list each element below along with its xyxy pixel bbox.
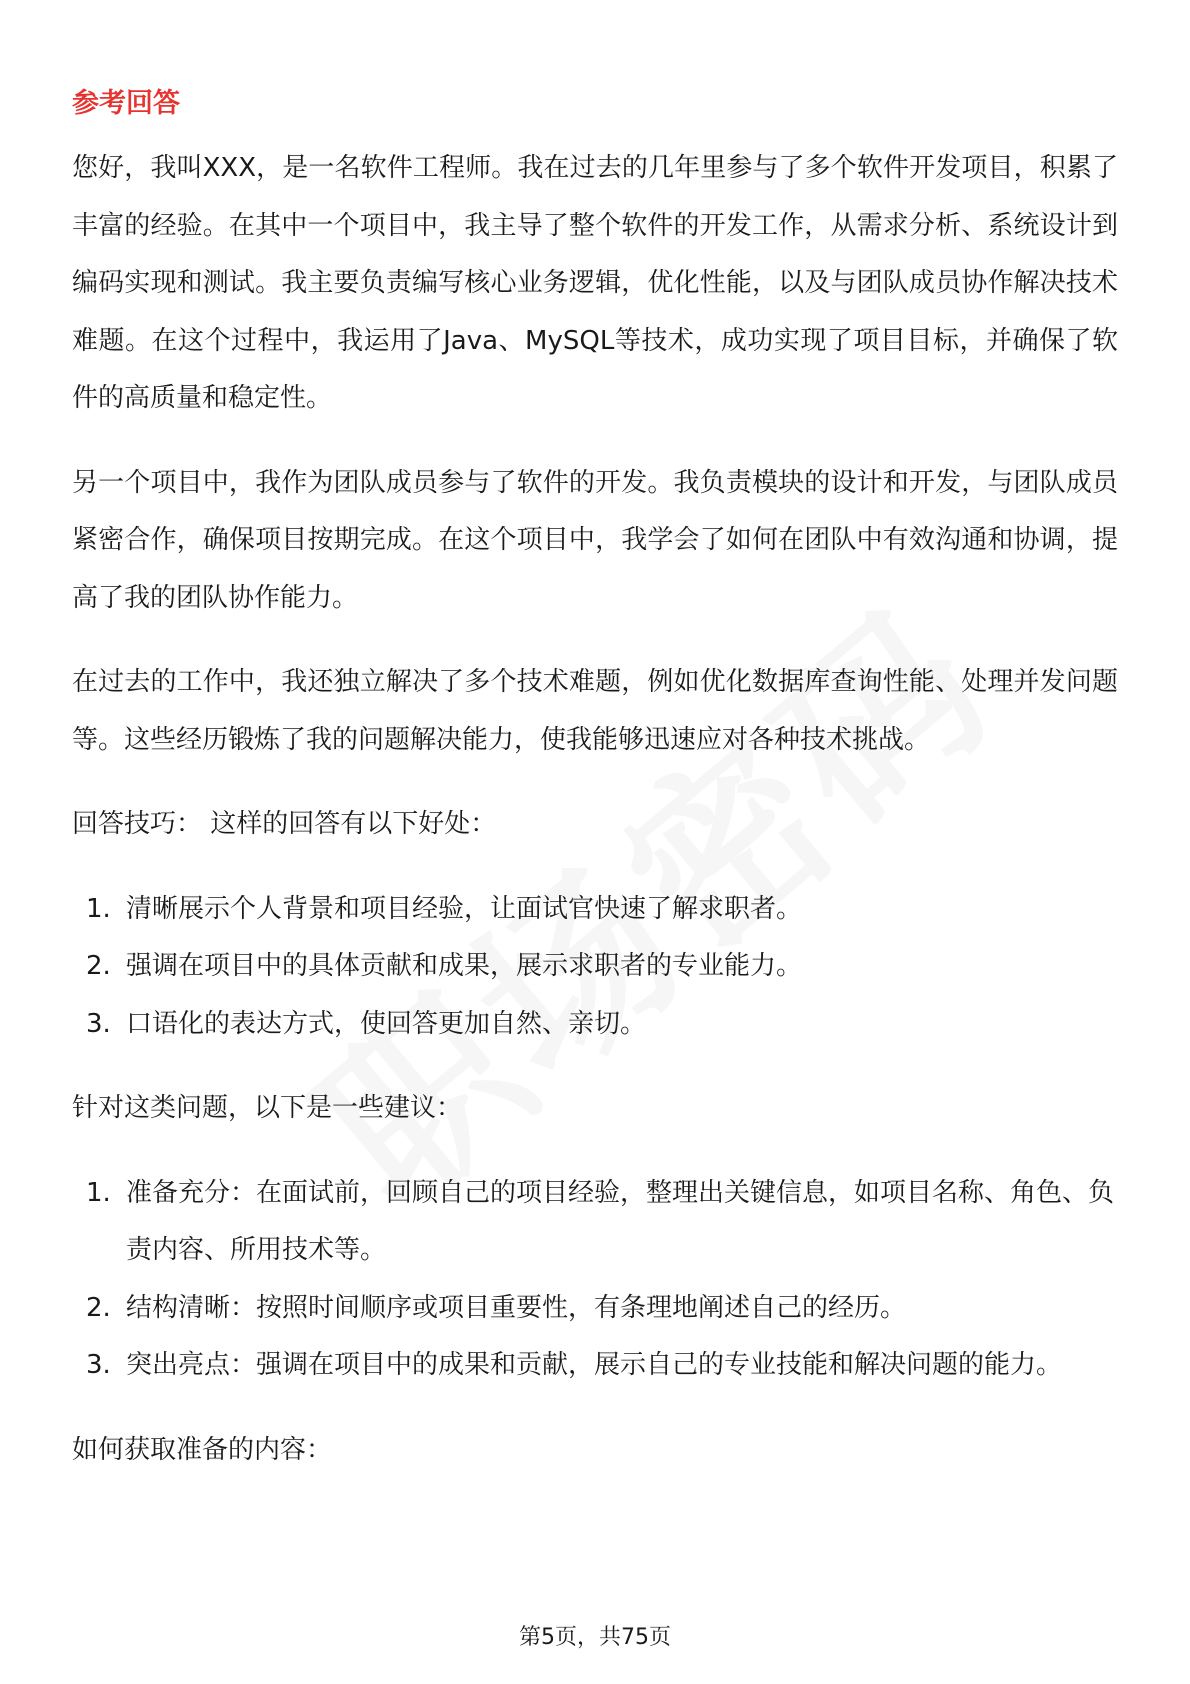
tips-list [72,881,1118,1054]
list-item [72,881,1118,939]
list-number: 3. [86,1350,111,1380]
page-content [72,84,1118,1506]
list-item-text: 口语化的表达方式，使回答更加自然、亲切。 [126,1008,647,1039]
closing-heading: 如何获取准备的内容： [72,1434,333,1465]
list-item [72,996,1118,1054]
list-item [72,1280,1118,1338]
list-item-text: 清晰展示个人背景和项目经验，让面试官快速了解求职者。 [126,893,803,924]
list-item-text: 结构清晰：按照时间顺序或项目重要性，有条理地阐述自己的经历。 [126,1292,907,1323]
list-number: 3. [86,1008,111,1039]
list-item [72,1337,1118,1395]
paragraph-1: 您好，我叫XXX，是一名软件工程师。我在过去的几年里参与了多个软件开发项目，积累了丰富的经验。在其中一个项目中，我主导了整个软件的开发工作，从需求分析、系统设计到编码实现和测试。我主要负责编写核心业务逻辑，优化性能，以及与团队成员协作解决技术难题。在这个过程中，我运用了Java、MySQL等技术，成功实现了项目目标，并确保了软件的高质量和稳定性。 [72,153,1118,413]
list-item [72,1165,1118,1280]
section-title: 参考回答 [72,88,180,119]
list-item [72,938,1118,996]
advice-list [72,1165,1118,1395]
list-item-text: 突出亮点：强调在项目中的成果和贡献，展示自己的专业技能和解决问题的能力。 [126,1350,1063,1380]
list-item-text: 强调在项目中的具体贡献和成果，展示求职者的专业能力。 [126,951,803,981]
list-number: 1. [86,1177,111,1208]
list-number: 1. [86,893,111,924]
page-number-footer: 第5页，共75页 [519,1625,671,1650]
list-number: 2. [86,1292,111,1323]
paragraph-2: 另一个项目中，我作为团队成员参与了软件的开发。我负责模块的设计和开发，与团队成员紧密合作，确保项目按期完成。在这个项目中，我学会了如何在团队中有效沟通和协调，提高了我的团队协作能力。 [72,467,1118,613]
list-number: 2. [86,951,111,981]
list-item-text: 准备充分：在面试前，回顾自己的项目经验，整理出关键信息，如项目名称、角色、负责内容、所用技术等。 [126,1177,1115,1265]
tips-heading: 回答技巧： 这样的回答有以下好处： [72,809,497,839]
advice-heading: 针对这类问题，以下是一些建议： [72,1093,463,1123]
paragraph-3: 在过去的工作中，我还独立解决了多个技术难题，例如优化数据库查询性能、处理并发问题等。这些经历锻炼了我的问题解决能力，使我能够迅速应对各种技术挑战。 [72,667,1118,755]
